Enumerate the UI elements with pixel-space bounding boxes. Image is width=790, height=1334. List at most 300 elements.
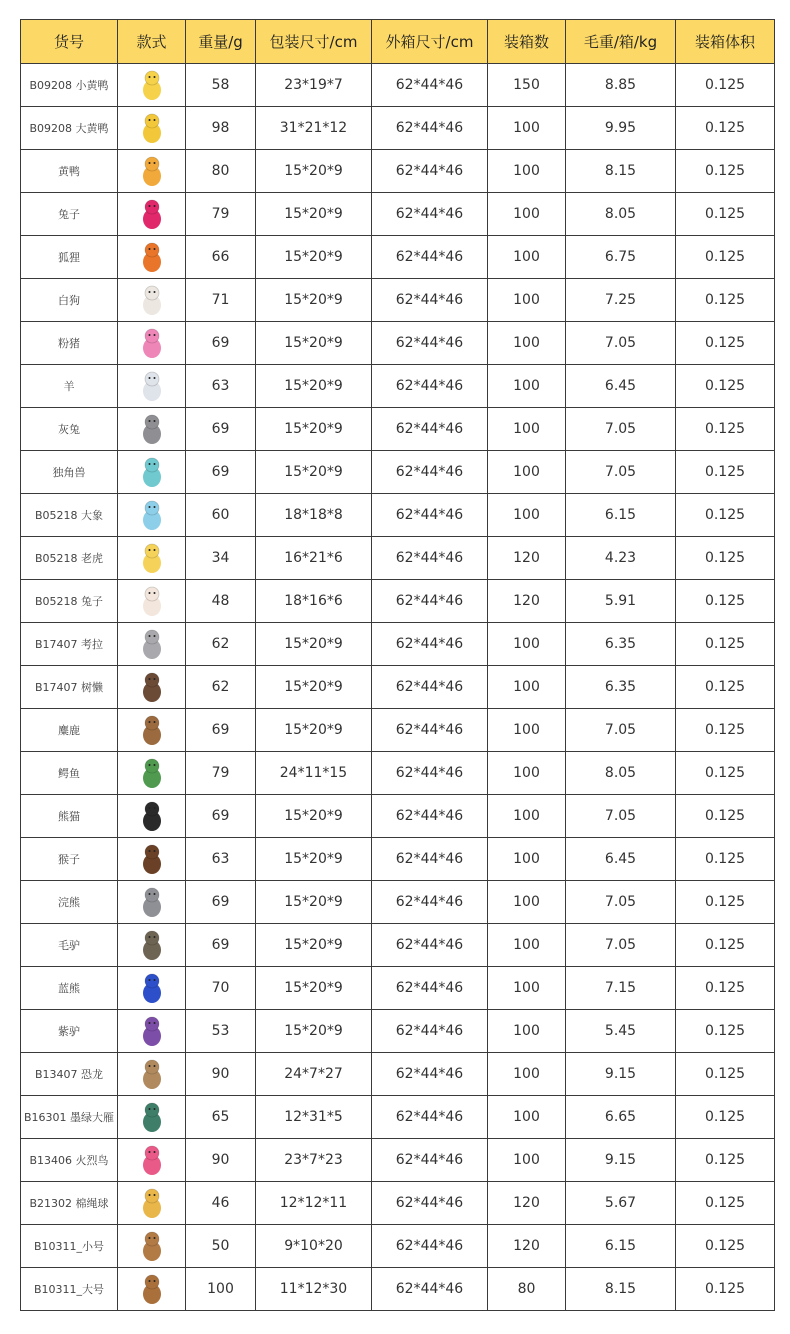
qty-cell: 120 xyxy=(488,1182,566,1225)
pack-size-cell: 15*20*9 xyxy=(256,365,372,408)
table-row xyxy=(21,967,775,1010)
weight-cell: 50 xyxy=(186,1225,256,1268)
table-row xyxy=(21,107,775,150)
code-cell: B13406 火烈鸟 xyxy=(21,1139,118,1182)
pack-size-cell: 15*20*9 xyxy=(256,623,372,666)
table-row xyxy=(21,1096,775,1139)
style-cell xyxy=(118,494,186,537)
blue-bear-plush-icon xyxy=(135,971,169,1005)
volume-cell: 0.125 xyxy=(676,580,775,623)
qty-cell: 100 xyxy=(488,236,566,279)
weight-cell: 98 xyxy=(186,107,256,150)
weight-cell: 63 xyxy=(186,838,256,881)
carton-size-cell: 62*44*46 xyxy=(372,64,488,107)
weight-cell: 69 xyxy=(186,451,256,494)
carton-size-cell: 62*44*46 xyxy=(372,752,488,795)
carton-size-cell: 62*44*46 xyxy=(372,666,488,709)
pack-size-cell: 15*20*9 xyxy=(256,666,372,709)
gross-weight-cell: 8.05 xyxy=(566,752,676,795)
weight-cell: 70 xyxy=(186,967,256,1010)
weight-cell: 63 xyxy=(186,365,256,408)
pack-size-cell: 15*20*9 xyxy=(256,408,372,451)
code-cell: 灰兔 xyxy=(21,408,118,451)
qty-cell: 100 xyxy=(488,451,566,494)
weight-cell: 60 xyxy=(186,494,256,537)
volume-cell: 0.125 xyxy=(676,1268,775,1311)
purple-donkey-plush-icon xyxy=(135,1014,169,1048)
code-cell: 熊猫 xyxy=(21,795,118,838)
code-cell: B13407 恐龙 xyxy=(21,1053,118,1096)
style-cell xyxy=(118,623,186,666)
weight-cell: 62 xyxy=(186,666,256,709)
qty-cell: 100 xyxy=(488,408,566,451)
gross-weight-cell: 6.15 xyxy=(566,494,676,537)
carton-size-cell: 62*44*46 xyxy=(372,107,488,150)
yellow-duck-plush-icon xyxy=(135,154,169,188)
carton-size-cell: 62*44*46 xyxy=(372,365,488,408)
code-cell: 粉猪 xyxy=(21,322,118,365)
style-cell xyxy=(118,107,186,150)
unicorn-plush-icon xyxy=(135,455,169,489)
table-row xyxy=(21,795,775,838)
table-row xyxy=(21,1225,775,1268)
carton-size-cell: 62*44*46 xyxy=(372,537,488,580)
gross-weight-cell: 5.45 xyxy=(566,1010,676,1053)
code-cell: B05218 老虎 xyxy=(21,537,118,580)
weight-cell: 34 xyxy=(186,537,256,580)
volume-cell: 0.125 xyxy=(676,1010,775,1053)
gross-weight-cell: 7.05 xyxy=(566,881,676,924)
table-row xyxy=(21,64,775,107)
volume-cell: 0.125 xyxy=(676,236,775,279)
code-cell: 独角兽 xyxy=(21,451,118,494)
pack-size-cell: 15*20*9 xyxy=(256,322,372,365)
weight-cell: 71 xyxy=(186,279,256,322)
carton-size-cell: 62*44*46 xyxy=(372,193,488,236)
qty-cell: 120 xyxy=(488,1225,566,1268)
table-row xyxy=(21,1010,775,1053)
gross-weight-cell: 9.15 xyxy=(566,1053,676,1096)
monkey-plush-icon xyxy=(135,842,169,876)
pink-pig-plush-icon xyxy=(135,326,169,360)
gross-weight-cell: 5.91 xyxy=(566,580,676,623)
weight-cell: 69 xyxy=(186,924,256,967)
carton-size-cell: 62*44*46 xyxy=(372,1225,488,1268)
gross-weight-cell: 6.45 xyxy=(566,838,676,881)
white-dog-plush-icon xyxy=(135,283,169,317)
weight-cell: 90 xyxy=(186,1139,256,1182)
code-cell: 蓝熊 xyxy=(21,967,118,1010)
elk-plush-icon xyxy=(135,713,169,747)
gross-weight-cell: 9.15 xyxy=(566,1139,676,1182)
style-cell xyxy=(118,365,186,408)
panda-plush-icon xyxy=(135,799,169,833)
carton-size-cell: 62*44*46 xyxy=(372,967,488,1010)
volume-cell: 0.125 xyxy=(676,881,775,924)
header-qty: 装箱数 xyxy=(488,20,566,64)
code-cell: 麋鹿 xyxy=(21,709,118,752)
pack-size-cell: 12*12*11 xyxy=(256,1182,372,1225)
weight-cell: 48 xyxy=(186,580,256,623)
code-cell: B21302 棉绳球 xyxy=(21,1182,118,1225)
volume-cell: 0.125 xyxy=(676,1096,775,1139)
qty-cell: 100 xyxy=(488,279,566,322)
grey-rabbit-plush-icon xyxy=(135,412,169,446)
volume-cell: 0.125 xyxy=(676,193,775,236)
carton-size-cell: 62*44*46 xyxy=(372,408,488,451)
style-cell xyxy=(118,838,186,881)
qty-cell: 120 xyxy=(488,537,566,580)
qty-cell: 100 xyxy=(488,924,566,967)
table-row xyxy=(21,1139,775,1182)
qty-cell: 100 xyxy=(488,795,566,838)
pack-size-cell: 24*7*27 xyxy=(256,1053,372,1096)
qty-cell: 100 xyxy=(488,752,566,795)
table-row xyxy=(21,838,775,881)
style-cell xyxy=(118,881,186,924)
qty-cell: 100 xyxy=(488,494,566,537)
fox-plush-icon xyxy=(135,240,169,274)
style-cell xyxy=(118,795,186,838)
volume-cell: 0.125 xyxy=(676,967,775,1010)
pack-size-cell: 18*18*8 xyxy=(256,494,372,537)
carton-size-cell: 62*44*46 xyxy=(372,451,488,494)
pack-size-cell: 15*20*9 xyxy=(256,838,372,881)
style-cell xyxy=(118,1010,186,1053)
carton-size-cell: 62*44*46 xyxy=(372,322,488,365)
code-cell: 毛驴 xyxy=(21,924,118,967)
gross-weight-cell: 4.23 xyxy=(566,537,676,580)
carton-size-cell: 62*44*46 xyxy=(372,150,488,193)
weight-cell: 62 xyxy=(186,623,256,666)
gross-weight-cell: 8.15 xyxy=(566,1268,676,1311)
table-row xyxy=(21,623,775,666)
table-row xyxy=(21,924,775,967)
table-row xyxy=(21,1182,775,1225)
table-row xyxy=(21,1268,775,1311)
flamingo-plush-icon xyxy=(135,1143,169,1177)
pack-size-cell: 18*16*6 xyxy=(256,580,372,623)
weight-cell: 100 xyxy=(186,1268,256,1311)
style-cell xyxy=(118,451,186,494)
gross-weight-cell: 6.15 xyxy=(566,1225,676,1268)
code-cell: B17407 考拉 xyxy=(21,623,118,666)
weight-cell: 79 xyxy=(186,752,256,795)
style-cell xyxy=(118,236,186,279)
style-cell xyxy=(118,1096,186,1139)
gross-weight-cell: 7.05 xyxy=(566,408,676,451)
pink-rabbit-plush-icon xyxy=(135,197,169,231)
weight-cell: 69 xyxy=(186,322,256,365)
pack-size-cell: 16*21*6 xyxy=(256,537,372,580)
volume-cell: 0.125 xyxy=(676,924,775,967)
header-code: 货号 xyxy=(21,20,118,64)
qty-cell: 80 xyxy=(488,1268,566,1311)
carton-size-cell: 62*44*46 xyxy=(372,279,488,322)
weight-cell: 80 xyxy=(186,150,256,193)
pack-size-cell: 24*11*15 xyxy=(256,752,372,795)
qty-cell: 100 xyxy=(488,1139,566,1182)
volume-cell: 0.125 xyxy=(676,494,775,537)
style-cell xyxy=(118,666,186,709)
table-row xyxy=(21,236,775,279)
table-row xyxy=(21,709,775,752)
carton-size-cell: 62*44*46 xyxy=(372,1053,488,1096)
header-carton-size: 外箱尺寸/cm xyxy=(372,20,488,64)
carton-size-cell: 62*44*46 xyxy=(372,924,488,967)
volume-cell: 0.125 xyxy=(676,1225,775,1268)
koala-plush-icon xyxy=(135,627,169,661)
pack-size-cell: 15*20*9 xyxy=(256,193,372,236)
table-row xyxy=(21,365,775,408)
style-cell xyxy=(118,752,186,795)
sheep-plush-icon xyxy=(135,369,169,403)
volume-cell: 0.125 xyxy=(676,666,775,709)
style-cell xyxy=(118,150,186,193)
weight-cell: 53 xyxy=(186,1010,256,1053)
volume-cell: 0.125 xyxy=(676,537,775,580)
carton-size-cell: 62*44*46 xyxy=(372,580,488,623)
pack-size-cell: 23*19*7 xyxy=(256,64,372,107)
gross-weight-cell: 7.25 xyxy=(566,279,676,322)
gross-weight-cell: 8.85 xyxy=(566,64,676,107)
code-cell: 白狗 xyxy=(21,279,118,322)
weight-cell: 66 xyxy=(186,236,256,279)
carton-size-cell: 62*44*46 xyxy=(372,881,488,924)
volume-cell: 0.125 xyxy=(676,322,775,365)
product-table xyxy=(20,19,775,1311)
pack-size-cell: 15*20*9 xyxy=(256,279,372,322)
header-weight: 重量/g xyxy=(186,20,256,64)
style-cell xyxy=(118,967,186,1010)
qty-cell: 100 xyxy=(488,838,566,881)
style-cell xyxy=(118,1053,186,1096)
style-cell xyxy=(118,193,186,236)
qty-cell: 100 xyxy=(488,709,566,752)
pack-size-cell: 15*20*9 xyxy=(256,451,372,494)
carton-size-cell: 62*44*46 xyxy=(372,1182,488,1225)
raccoon-plush-icon xyxy=(135,885,169,919)
qty-cell: 100 xyxy=(488,1096,566,1139)
carton-size-cell: 62*44*46 xyxy=(372,1139,488,1182)
carton-size-cell: 62*44*46 xyxy=(372,1010,488,1053)
volume-cell: 0.125 xyxy=(676,795,775,838)
table-row xyxy=(21,408,775,451)
code-cell: 狐狸 xyxy=(21,236,118,279)
qty-cell: 100 xyxy=(488,1053,566,1096)
gross-weight-cell: 5.67 xyxy=(566,1182,676,1225)
style-cell xyxy=(118,1268,186,1311)
table-row xyxy=(21,279,775,322)
carton-size-cell: 62*44*46 xyxy=(372,236,488,279)
table-row xyxy=(21,1053,775,1096)
volume-cell: 0.125 xyxy=(676,1053,775,1096)
gross-weight-cell: 6.65 xyxy=(566,1096,676,1139)
weight-cell: 69 xyxy=(186,709,256,752)
code-cell: B16301 墨绿大雁 xyxy=(21,1096,118,1139)
weight-cell: 58 xyxy=(186,64,256,107)
pack-size-cell: 15*20*9 xyxy=(256,795,372,838)
code-cell: B17407 树懒 xyxy=(21,666,118,709)
pack-size-cell: 15*20*9 xyxy=(256,967,372,1010)
style-cell xyxy=(118,1139,186,1182)
gross-weight-cell: 8.15 xyxy=(566,150,676,193)
code-cell: B09208 小黄鸭 xyxy=(21,64,118,107)
weight-cell: 69 xyxy=(186,408,256,451)
pack-size-cell: 11*12*30 xyxy=(256,1268,372,1311)
gross-weight-cell: 6.35 xyxy=(566,666,676,709)
volume-cell: 0.125 xyxy=(676,107,775,150)
table-row xyxy=(21,494,775,537)
product-spec-sheet xyxy=(20,19,774,1311)
volume-cell: 0.125 xyxy=(676,709,775,752)
table-row xyxy=(21,451,775,494)
volume-cell: 0.125 xyxy=(676,1182,775,1225)
qty-cell: 100 xyxy=(488,107,566,150)
carton-size-cell: 62*44*46 xyxy=(372,494,488,537)
dinosaur-plush-icon xyxy=(135,1057,169,1091)
style-cell xyxy=(118,408,186,451)
qty-cell: 100 xyxy=(488,967,566,1010)
gross-weight-cell: 8.05 xyxy=(566,193,676,236)
large-bear-plush-icon xyxy=(135,1272,169,1306)
gross-weight-cell: 9.95 xyxy=(566,107,676,150)
style-cell xyxy=(118,1225,186,1268)
code-cell: 羊 xyxy=(21,365,118,408)
code-cell: 黄鸭 xyxy=(21,150,118,193)
pack-size-cell: 15*20*9 xyxy=(256,236,372,279)
volume-cell: 0.125 xyxy=(676,64,775,107)
volume-cell: 0.125 xyxy=(676,623,775,666)
code-cell: 紫驴 xyxy=(21,1010,118,1053)
tiger-plush-icon xyxy=(135,541,169,575)
gross-weight-cell: 6.75 xyxy=(566,236,676,279)
carton-size-cell: 62*44*46 xyxy=(372,1096,488,1139)
weight-cell: 46 xyxy=(186,1182,256,1225)
code-cell: B09208 大黄鸭 xyxy=(21,107,118,150)
header-row xyxy=(21,20,775,64)
carton-size-cell: 62*44*46 xyxy=(372,1268,488,1311)
large-yellow-duck-plush-icon xyxy=(135,111,169,145)
volume-cell: 0.125 xyxy=(676,408,775,451)
table-row xyxy=(21,580,775,623)
table-row xyxy=(21,666,775,709)
gross-weight-cell: 7.05 xyxy=(566,451,676,494)
crocodile-plush-icon xyxy=(135,756,169,790)
qty-cell: 100 xyxy=(488,193,566,236)
qty-cell: 100 xyxy=(488,365,566,408)
style-cell xyxy=(118,322,186,365)
gross-weight-cell: 6.45 xyxy=(566,365,676,408)
rabbit-plush-icon xyxy=(135,584,169,618)
carton-size-cell: 62*44*46 xyxy=(372,795,488,838)
header-volume: 装箱体积 xyxy=(676,20,775,64)
qty-cell: 100 xyxy=(488,322,566,365)
gross-weight-cell: 7.15 xyxy=(566,967,676,1010)
small-bear-plush-icon xyxy=(135,1229,169,1263)
volume-cell: 0.125 xyxy=(676,150,775,193)
qty-cell: 100 xyxy=(488,881,566,924)
qty-cell: 100 xyxy=(488,623,566,666)
code-cell: 浣熊 xyxy=(21,881,118,924)
style-cell xyxy=(118,64,186,107)
weight-cell: 65 xyxy=(186,1096,256,1139)
table-row xyxy=(21,193,775,236)
pack-size-cell: 15*20*9 xyxy=(256,1010,372,1053)
weight-cell: 90 xyxy=(186,1053,256,1096)
gross-weight-cell: 7.05 xyxy=(566,795,676,838)
yellow-duck-plush-icon xyxy=(135,68,169,102)
code-cell: B05218 大象 xyxy=(21,494,118,537)
style-cell xyxy=(118,279,186,322)
pack-size-cell: 31*21*12 xyxy=(256,107,372,150)
pack-size-cell: 15*20*9 xyxy=(256,150,372,193)
donkey-plush-icon xyxy=(135,928,169,962)
volume-cell: 0.125 xyxy=(676,752,775,795)
pack-size-cell: 15*20*9 xyxy=(256,709,372,752)
volume-cell: 0.125 xyxy=(676,279,775,322)
header-pack-size: 包装尺寸/cm xyxy=(256,20,372,64)
weight-cell: 79 xyxy=(186,193,256,236)
pack-size-cell: 12*31*5 xyxy=(256,1096,372,1139)
weight-cell: 69 xyxy=(186,795,256,838)
qty-cell: 100 xyxy=(488,666,566,709)
style-cell xyxy=(118,537,186,580)
table-row xyxy=(21,752,775,795)
pack-size-cell: 15*20*9 xyxy=(256,881,372,924)
table-row xyxy=(21,537,775,580)
volume-cell: 0.125 xyxy=(676,838,775,881)
pack-size-cell: 9*10*20 xyxy=(256,1225,372,1268)
gross-weight-cell: 7.05 xyxy=(566,709,676,752)
carton-size-cell: 62*44*46 xyxy=(372,623,488,666)
elephant-plush-icon xyxy=(135,498,169,532)
qty-cell: 150 xyxy=(488,64,566,107)
pack-size-cell: 23*7*23 xyxy=(256,1139,372,1182)
table-row xyxy=(21,881,775,924)
cotton-rope-ball-icon xyxy=(135,1186,169,1220)
header-style: 款式 xyxy=(118,20,186,64)
header-gross-weight: 毛重/箱/kg xyxy=(566,20,676,64)
sloth-plush-icon xyxy=(135,670,169,704)
code-cell: 鳄鱼 xyxy=(21,752,118,795)
code-cell: B10311_小号 xyxy=(21,1225,118,1268)
qty-cell: 120 xyxy=(488,580,566,623)
gross-weight-cell: 6.35 xyxy=(566,623,676,666)
code-cell: B05218 兔子 xyxy=(21,580,118,623)
style-cell xyxy=(118,709,186,752)
volume-cell: 0.125 xyxy=(676,1139,775,1182)
weight-cell: 69 xyxy=(186,881,256,924)
style-cell xyxy=(118,924,186,967)
carton-size-cell: 62*44*46 xyxy=(372,838,488,881)
gross-weight-cell: 7.05 xyxy=(566,322,676,365)
table-row xyxy=(21,322,775,365)
code-cell: 兔子 xyxy=(21,193,118,236)
pack-size-cell: 15*20*9 xyxy=(256,924,372,967)
gross-weight-cell: 7.05 xyxy=(566,924,676,967)
green-goose-plush-icon xyxy=(135,1100,169,1134)
table-row xyxy=(21,150,775,193)
style-cell xyxy=(118,580,186,623)
code-cell: B10311_大号 xyxy=(21,1268,118,1311)
style-cell xyxy=(118,1182,186,1225)
volume-cell: 0.125 xyxy=(676,365,775,408)
volume-cell: 0.125 xyxy=(676,451,775,494)
qty-cell: 100 xyxy=(488,1010,566,1053)
qty-cell: 100 xyxy=(488,150,566,193)
code-cell: 猴子 xyxy=(21,838,118,881)
